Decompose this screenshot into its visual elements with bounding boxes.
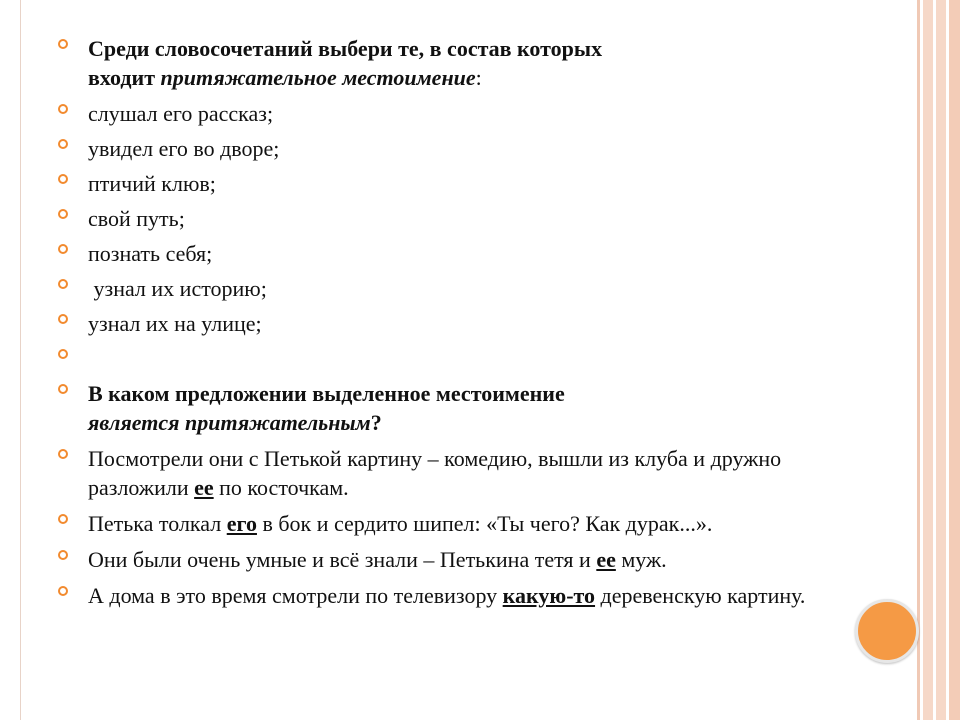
bullet-icon [58,384,68,394]
option-text: узнал их на улице; [88,311,262,336]
decorative-stripe [923,0,933,720]
option-item [58,274,818,303]
sentence-before: Петька толкал [88,511,227,536]
sentence-highlight: ее [596,547,616,572]
option-item [58,204,818,233]
option-text: слушал его рассказ; [88,101,274,126]
bullet-icon [58,449,68,459]
bullet-icon [58,514,68,524]
option-item [58,239,818,268]
slide-content [58,34,818,617]
decorative-stripe [936,0,946,720]
option-item [58,309,818,338]
sentence-after: в бок и сердито шипел: «Ты чего? Как дурак...». [256,511,713,536]
sentence-item [58,545,818,574]
question-1-emphasis: притяжательное местоимение [160,65,476,90]
sentence-after: по косточкам. [213,475,349,500]
bullet-icon [58,104,68,114]
bullet-icon [58,314,68,324]
bullet-icon [58,244,68,254]
question-1 [58,34,818,92]
empty-item [58,344,818,373]
option-item [58,99,818,128]
decorative-stripe [917,0,920,720]
sentence-item [58,444,818,502]
option-text: увидел его во дворе; [88,136,280,161]
bullet-icon [58,39,68,49]
bullet-icon [58,550,68,560]
option-item [58,134,818,163]
question-1-suffix: : [475,65,482,90]
sentence-before: А дома в это время смотрели по телевизору [88,583,503,608]
sentence-after: муж. [615,547,667,572]
sentence-highlight: ее [194,475,214,500]
question-2-line-1: В каком предложении выделенное местоимение [88,381,565,406]
orange-circle-decoration [855,599,919,663]
sentence-after: деревенскую картину. [595,583,806,608]
slide-left-border [20,0,21,720]
option-text: познать себя; [88,241,213,266]
option-text: узнал их историю; [88,276,267,301]
sentence-item [58,581,818,610]
bullet-icon [58,349,68,359]
option-text: свой путь; [88,206,185,231]
decorative-stripe [949,0,960,720]
question-1-line-1: Среди словосочетаний выбери те, в состав которых [88,36,603,61]
option-item [58,169,818,198]
sentence-highlight: его [226,511,257,536]
sentence-highlight: какую-то [502,583,596,608]
question-2-emphasis: является притяжательным [88,410,371,435]
question-1-prefix: входит [88,65,161,90]
bullet-icon [58,139,68,149]
bullet-icon [58,174,68,184]
question-2 [58,379,818,437]
sentence-before: Посмотрели они с Петькой картину – комедию, вышли из клуба и дружно разложили [88,446,782,500]
option-text: птичий клюв; [88,171,216,196]
sentence-before: Они были очень умные и всё знали – Петькина тетя и [88,547,597,572]
bullet-icon [58,279,68,289]
sentence-item [58,509,818,538]
bullet-icon [58,209,68,219]
question-2-suffix: ? [370,410,382,435]
bullet-icon [58,586,68,596]
